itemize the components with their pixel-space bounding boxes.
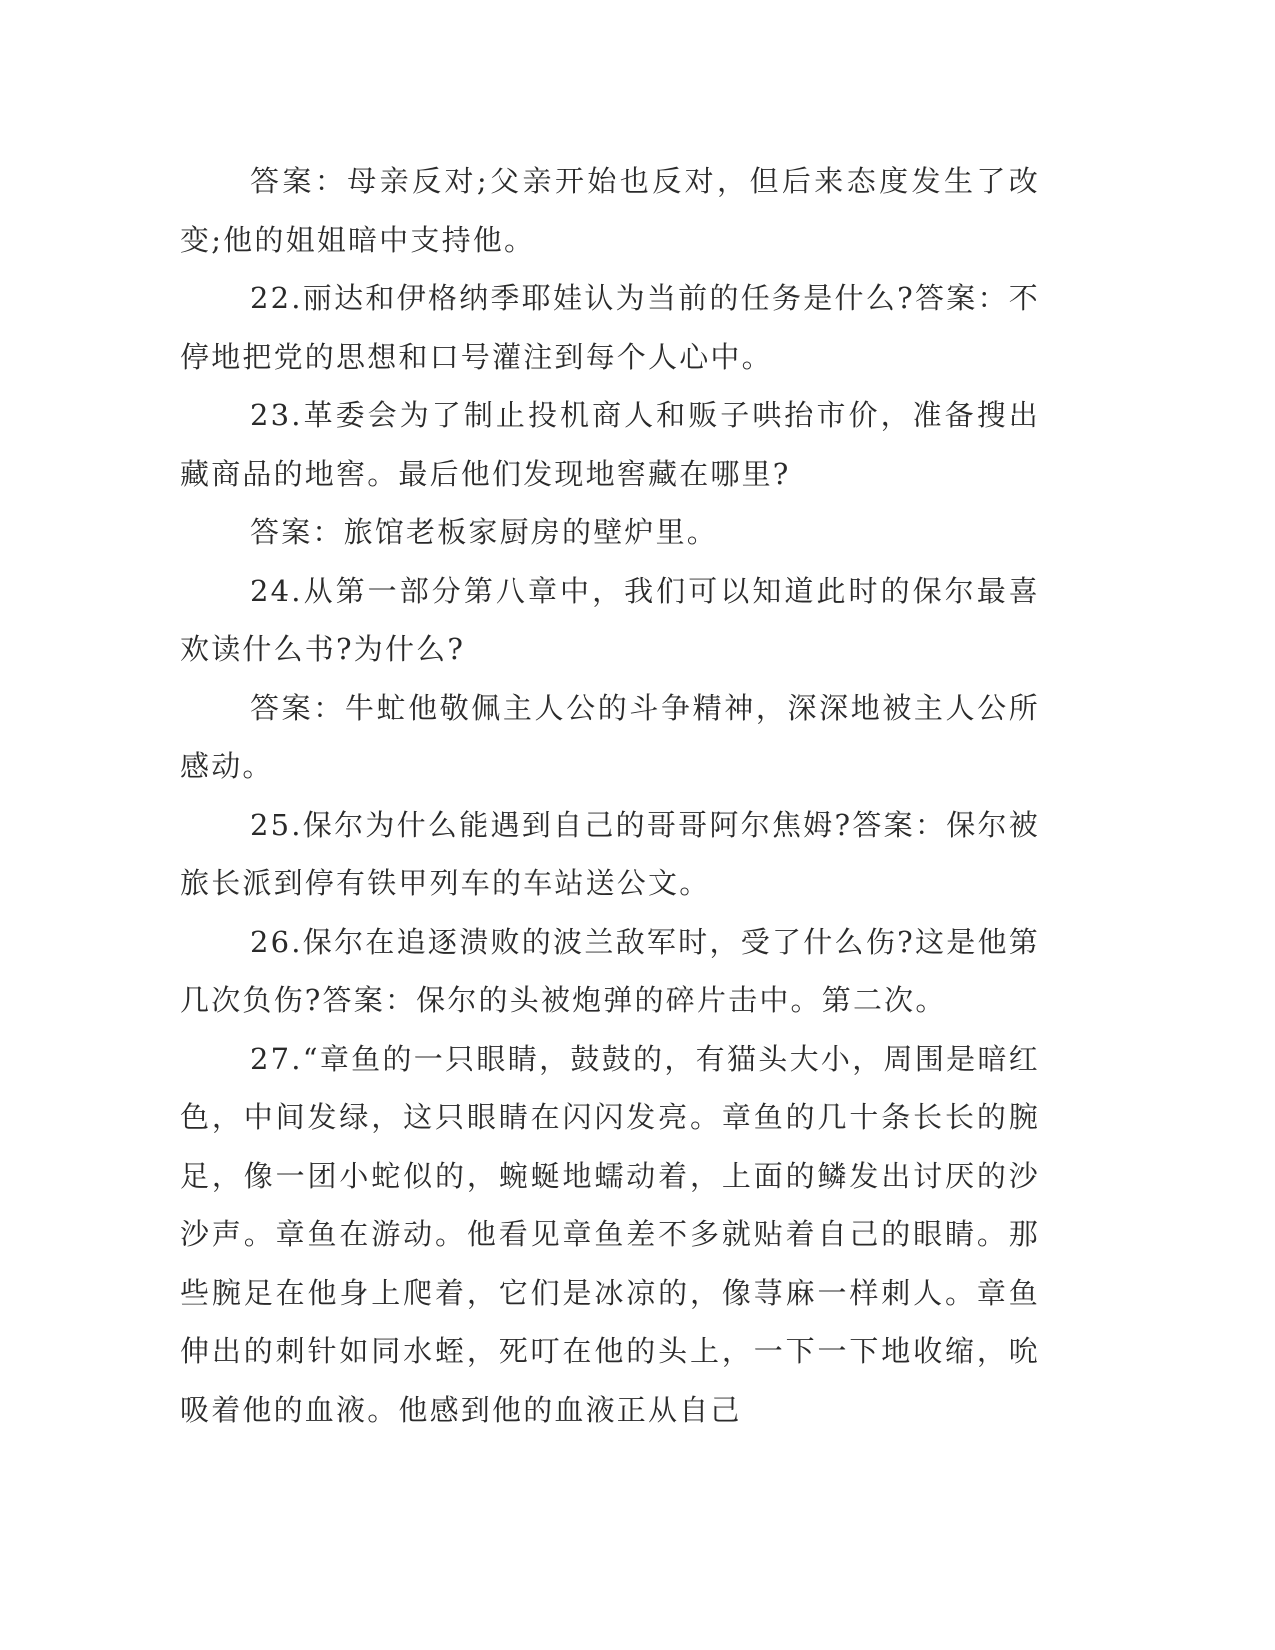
answer-21-paragraph: 答案：母亲反对;父亲开始也反对，但后来态度发生了改变;他的姐姐暗中支持他。	[180, 164, 1040, 257]
question-22-paragraph: 22.丽达和伊格纳季耶娃认为当前的任务是什么?答案：不停地把党的思想和口号灌注到每个人心中。	[180, 281, 1040, 374]
answer-24-paragraph: 答案：牛虻他敬佩主人公的斗争精神，深深地被主人公所感动。	[180, 690, 1040, 783]
question-27-paragraph: 27.“章鱼的一只眼睛，鼓鼓的，有猫头大小，周围是暗红色，中间发绿，这只眼睛在闪闪发亮。章鱼的几十条长长的腕足，像一团小蛇似的，蜿蜒地蠕动着，上面的鳞发出讨厌的沙沙声。章鱼在游动。他看见章鱼差不多就贴着自己的眼睛。那些腕足在他身上爬着，它们是冰凉的，像荨麻一样刺人。章鱼伸出的刺针如同水蛭，死叮在他的头上，一下一下地收缩，吮吸着他的血液。他感到他的血液正从自己	[180, 1041, 1040, 1427]
answer-23-paragraph: 答案：旅馆老板家厨房的壁炉里。	[250, 515, 719, 549]
question-23-paragraph: 23.革委会为了制止投机商人和贩子哄抬市价，准备搜出藏商品的地窖。最后他们发现地窖藏在哪里?	[180, 398, 1040, 491]
body-text	[180, 152, 1040, 1439]
question-24-paragraph: 24.从第一部分第八章中，我们可以知道此时的保尔最喜欢读什么书?为什么?	[180, 573, 1040, 666]
question-26-paragraph: 26.保尔在追逐溃败的波兰敌军时，受了什么伤?这是他第几次负伤?答案：保尔的头被炮弹的碎片击中。第二次。	[180, 924, 1040, 1017]
question-25-paragraph: 25.保尔为什么能遇到自己的哥哥阿尔焦姆?答案：保尔被旅长派到停有铁甲列车的车站送公文。	[180, 807, 1040, 900]
